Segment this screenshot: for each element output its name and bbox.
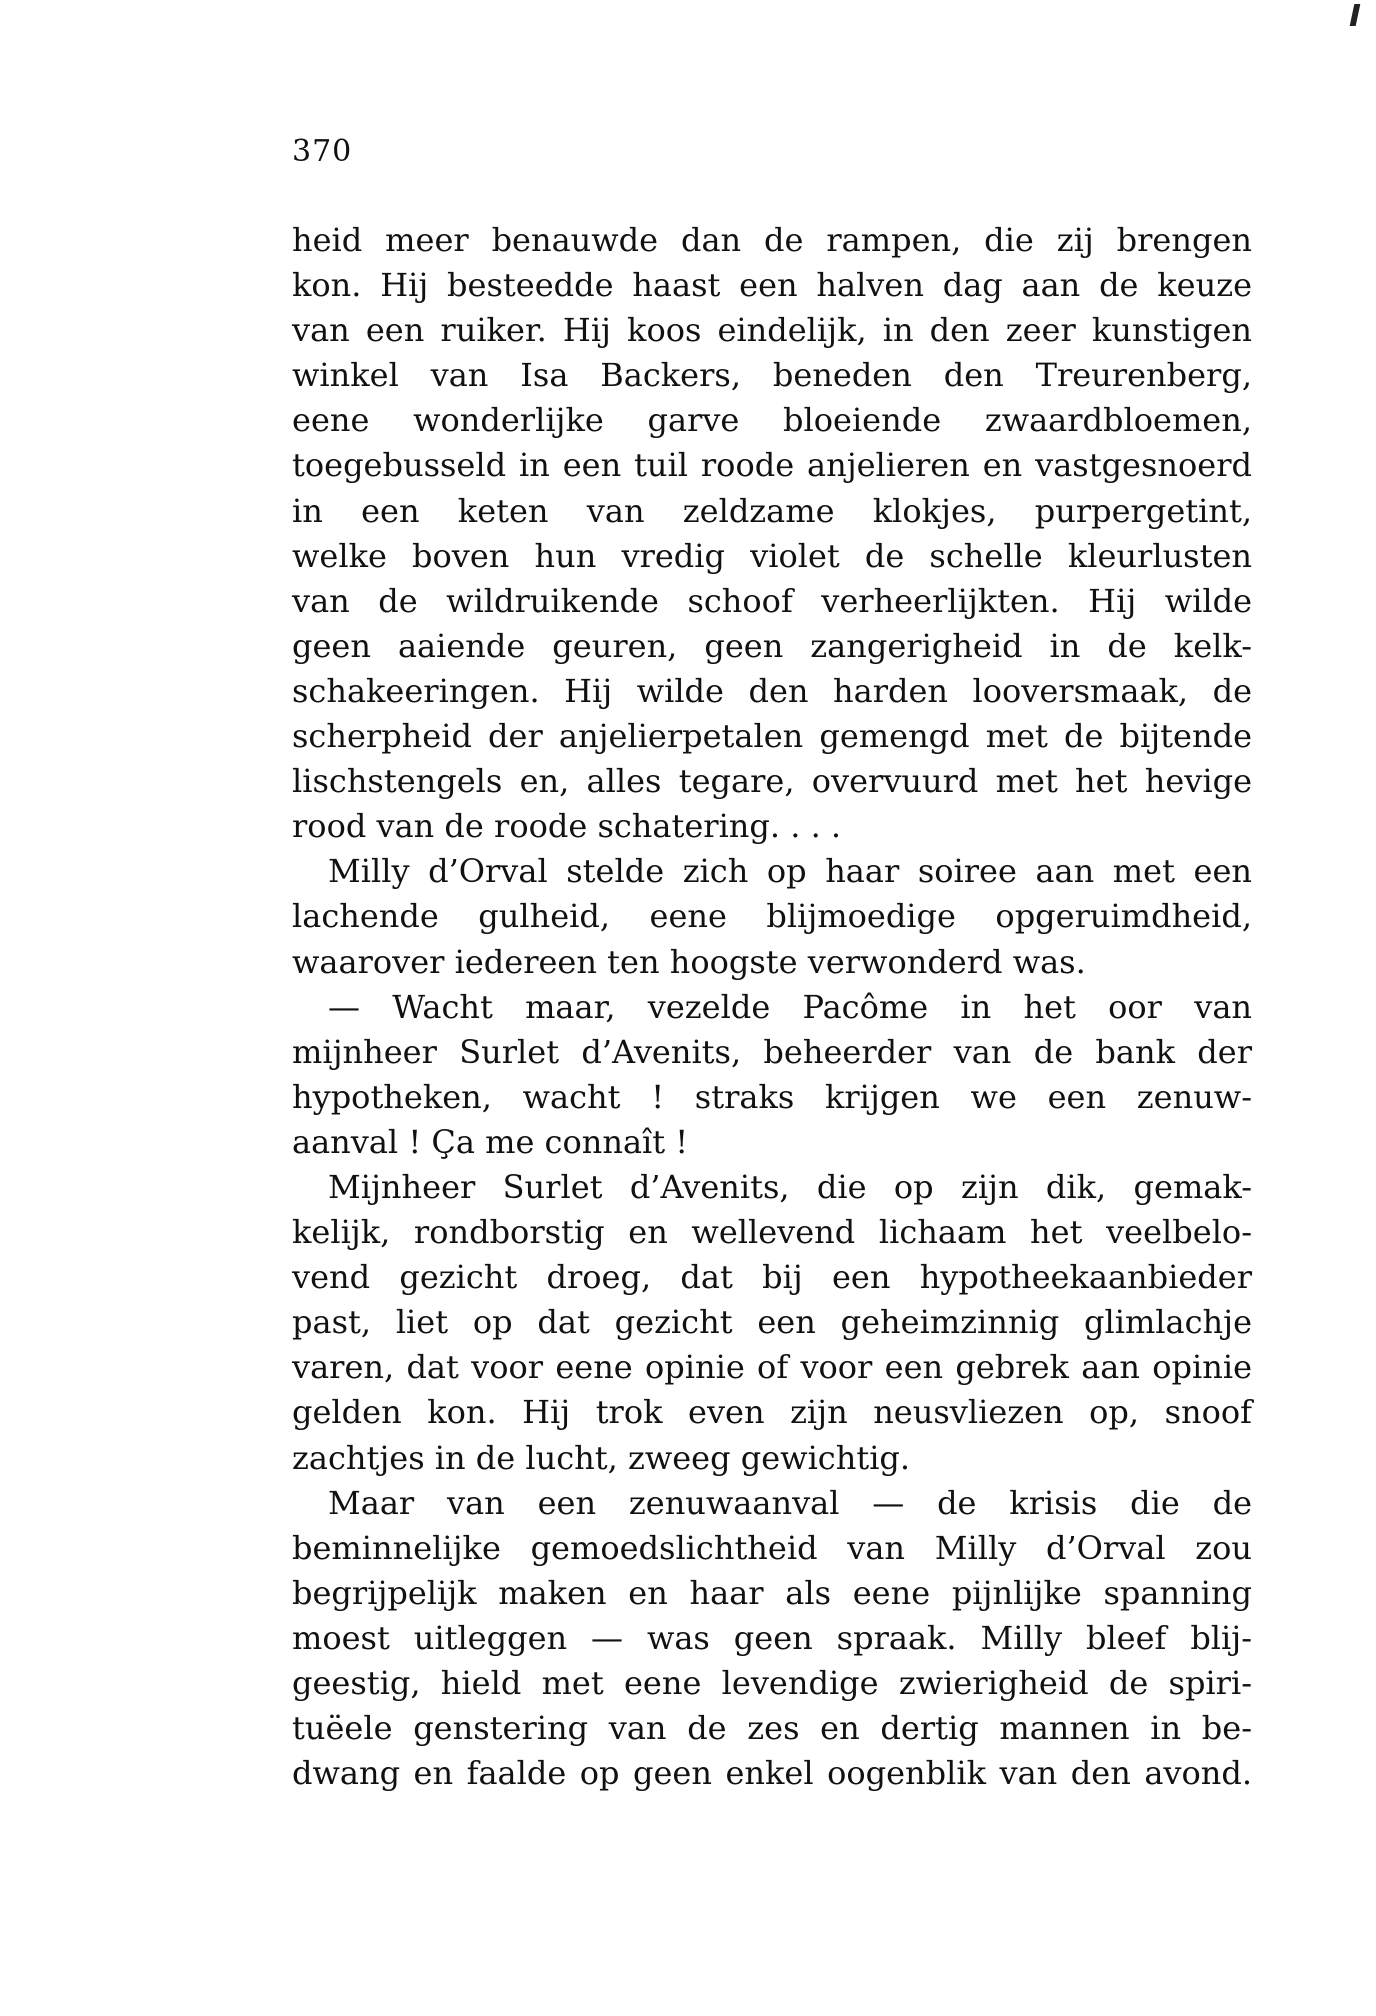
text-line: scherpheid der anjelierpetalen gemengd met de bijtende bbox=[292, 717, 1252, 756]
text-line: welke boven hun vredig violet de schelle kleurlusten bbox=[292, 536, 1252, 575]
text-line: eene wonderlijke garve bloeiende zwaardbloemen, bbox=[292, 401, 1252, 440]
text-line: beminnelijke gemoedslichtheid van Milly d’Orval zou bbox=[292, 1528, 1252, 1567]
text-line: Maar van een zenuwaanval — de krisis die de bbox=[328, 1483, 1252, 1522]
text-line: heid meer benauwde dan de rampen, die zij brengen bbox=[292, 221, 1252, 259]
text-line: — Wacht maar, vezelde Pacôme in het oor van bbox=[328, 987, 1252, 1026]
text-line: lachende gulheid, eene blijmoedige opgeruimdheid, bbox=[292, 897, 1252, 936]
text-line: geen aaiende geuren, geen zangerigheid in de kelk- bbox=[292, 626, 1252, 665]
text-line: vend gezicht droeg, dat bij een hypotheekaanbieder bbox=[292, 1258, 1252, 1297]
text-line: van de wildruikende schoof verheerlijkten. Hij wilde bbox=[292, 581, 1252, 620]
text-line: begrijpelijk maken en haar als eene pijnlijke spanning bbox=[292, 1573, 1252, 1612]
text-line: varen, dat voor eene opinie of voor een gebrek aan opinie bbox=[292, 1348, 1252, 1387]
page-number: 370 bbox=[292, 134, 353, 169]
text-line: schakeeringen. Hij wilde den harden looversmaak, de bbox=[292, 671, 1252, 710]
text-line: waarover iedereen ten hoogste verwonderd was. bbox=[292, 942, 1086, 981]
text-line: winkel van Isa Backers, beneden den Treurenberg, bbox=[292, 356, 1252, 395]
text-line: van een ruiker. Hij koos eindelijk, in den zeer kunstigen bbox=[292, 311, 1252, 350]
text-line: dwang en faalde op geen enkel oogenblik van den avond. bbox=[292, 1754, 1252, 1793]
text-line: lischstengels en, alles tegare, overvuurd met het hevige bbox=[292, 762, 1252, 801]
margin-specks bbox=[1340, 700, 1350, 760]
text-line: zachtjes in de lucht, zweeg gewichtig. bbox=[292, 1438, 911, 1477]
text-line: in een keten van zeldzame klokjes, purpergetint, bbox=[292, 491, 1252, 530]
text-line: moest uitleggen — was geen spraak. Milly bleef blij- bbox=[292, 1618, 1252, 1657]
text-line: gelden kon. Hij trok even zijn neusvliezen op, snoof bbox=[292, 1393, 1252, 1432]
scan-mark bbox=[1350, 4, 1361, 26]
text-line: kon. Hij besteedde haast een halven dag aan de keuze bbox=[292, 266, 1252, 305]
text-line: Milly d’Orval stelde zich op haar soiree aan met een bbox=[328, 852, 1252, 891]
text-line: rood van de roode schatering. . . . bbox=[292, 807, 842, 846]
text-line: toegebusseld in een tuil roode anjelieren en vastgesnoerd bbox=[292, 446, 1252, 485]
text-line: Mijnheer Surlet d’Avenits, die op zijn dik, gemak- bbox=[328, 1167, 1252, 1206]
body-text bbox=[292, 218, 1252, 1796]
text-line: hypotheken, wacht ! straks krijgen we een zenuw- bbox=[292, 1077, 1252, 1116]
text-line: geestig, hield met eene levendige zwierigheid de spiri- bbox=[292, 1664, 1252, 1702]
text-line: kelijk, rondborstig en wellevend lichaam het veelbelo- bbox=[292, 1213, 1252, 1252]
text-line: past, liet op dat gezicht een geheimzinnig glimlachje bbox=[292, 1303, 1252, 1342]
text-line: tuëele genstering van de zes en dertig mannen in be- bbox=[292, 1709, 1252, 1748]
text-line: mijnheer Surlet d’Avenits, beheerder van de bank der bbox=[292, 1032, 1252, 1071]
text-line: aanval ! Ça me connaît ! bbox=[292, 1122, 689, 1161]
